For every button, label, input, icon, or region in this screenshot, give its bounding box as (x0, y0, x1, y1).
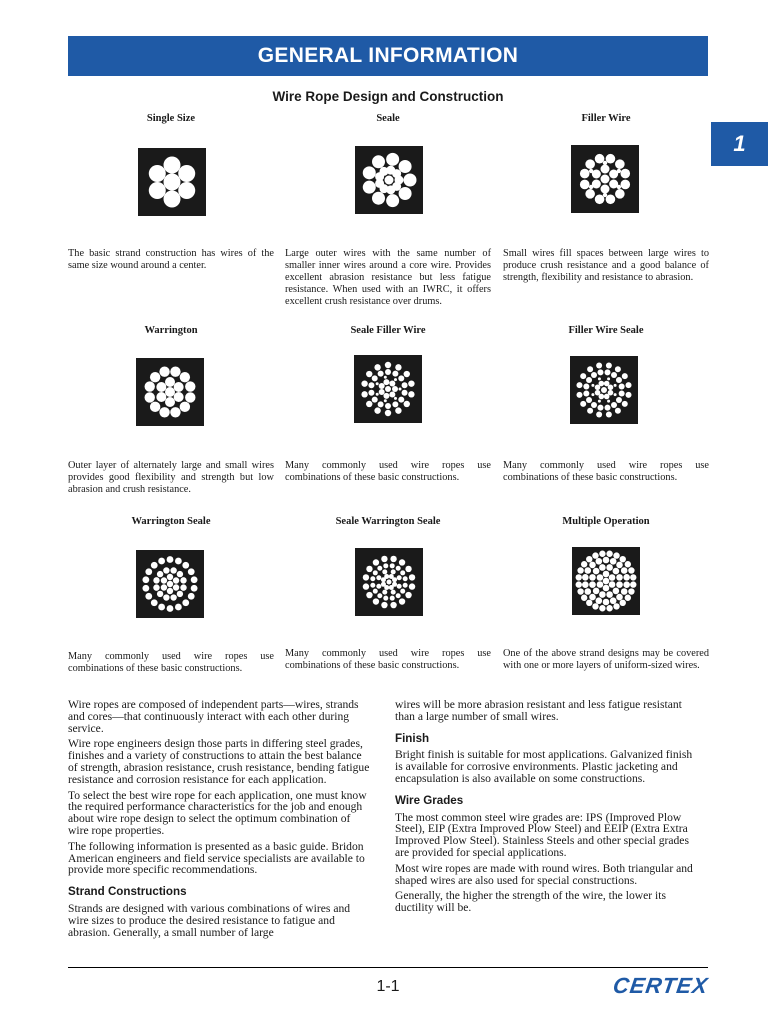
body-paragraph: The most common steel wire grades are: IPS (Improved Plow Steel), EIP (Extra Improved Plow Steel) and EEIP (Extra Extra Improved Plow Steel). Stainless Steels and other special grades are provided for special applications. (395, 810, 689, 859)
construction-caption: Warrington Seale (131, 516, 211, 527)
page-header-bar (68, 36, 708, 76)
construction-caption: Single Size (146, 113, 196, 124)
construction-description: One of the above strand designs may be covered with one or more layers of uniform-sized wires. (503, 648, 709, 671)
body-paragraph: Most wire ropes are made with round wires. Both triangular and shaped wires are also used for special constructions. (395, 861, 693, 887)
brand-name: CERTEX (611, 973, 710, 998)
left-text-column (68, 699, 373, 942)
construction-description: The basic strand construction has wires of the same size wound around a center. (68, 248, 274, 271)
body-paragraph: Bright finish is suitable for most applications. Galvanized finish is available for corrosive environments. Plastic jacketing and encapsulation is also available on some constructions. (395, 748, 693, 785)
construction-description: Many commonly used wire ropes use combinations of these basic constructions. (68, 651, 274, 674)
strand-warrington-seale-icon (136, 550, 204, 618)
body-paragraph: Strands are designed with various combinations of wires and wire sizes to produce the desired resistance to fatigue and abrasion. Generally, a small number of large (68, 901, 351, 939)
body-paragraph: Wire rope engineers design those parts in differing steel grades, finishes and a variety of constructions to attain the best balance of strength, abrasion resistance, crush resistance, bending fatigue resistance and corrosion resistance for each application. (68, 737, 370, 786)
chapter-number: 1 (733, 131, 746, 156)
strand-filler-wire-seale-icon (570, 356, 638, 424)
finish-heading: Finish (395, 731, 430, 745)
construction-caption: Filler Wire (581, 113, 631, 124)
strand-warrington-icon (136, 358, 204, 426)
construction-description: Many commonly used wire ropes use combinations of these basic constructions. (503, 460, 709, 483)
chapter-tab (711, 122, 768, 166)
page-title: GENERAL INFORMATION (257, 44, 519, 67)
certex-logo (546, 975, 709, 997)
construction-caption: Seale (376, 113, 400, 124)
construction-caption: Seale Filler Wire (350, 325, 426, 336)
construction-caption: Warrington (144, 325, 198, 336)
body-paragraph: Wire ropes are composed of independent parts—wires, strands and cores—that continuously interact with each other during service. (68, 698, 359, 735)
construction-description: Outer layer of alternately large and small wires provides good flexibility and strength but low abrasion and crush resistance. (68, 460, 274, 495)
construction-description: Large outer wires with the same number of smaller inner wires around a core wire. Provides excellent abrasion resistance but less fatigue resistance. When used with an IWRC, it offers excellent crush resistance over drums. (285, 248, 491, 307)
footer-divider (68, 967, 708, 968)
section-title: Wire Rope Design and Construction (272, 89, 504, 104)
right-text-column (395, 699, 700, 918)
page-number: 1-1 (376, 978, 400, 995)
strand-single-size-icon (138, 148, 206, 216)
construction-caption: Filler Wire Seale (568, 325, 644, 336)
body-paragraph: To select the best wire rope for each application, one must know the required performance characteristics for the job and enough about wire rope design to select the optimum combination of wire rope properties. (68, 788, 367, 837)
strand-filler-wire-icon (571, 145, 639, 213)
body-paragraph: wires will be more abrasion resistant and less fatigue resistant than a large number of small wires. (395, 698, 682, 723)
body-paragraph: Generally, the higher the strength of the wire, the lower its ductility will be. (395, 889, 666, 915)
construction-description: Small wires fill spaces between large wires to produce crush resistance and a good balance of strength, flexibility and resistance to abrasion. (503, 248, 709, 283)
strand-seale-icon (355, 146, 423, 214)
construction-description: Many commonly used wire ropes use combinations of these basic constructions. (285, 648, 491, 671)
body-paragraph: The following information is presented as a basic guide. Bridon American engineers and field service specialists are available to provide more specific recommendations. (68, 839, 365, 877)
wire-grades-heading: Wire Grades (395, 793, 464, 807)
construction-caption: Multiple Operation (562, 516, 650, 527)
strand-seale-warrington-seale-icon (355, 548, 423, 616)
strand-multiple-operation-icon (572, 547, 640, 615)
construction-caption: Seale Warrington Seale (335, 516, 441, 527)
strand-seale-filler-wire-icon (354, 355, 422, 423)
strand-constructions-heading: Strand Constructions (68, 885, 187, 899)
construction-description: Many commonly used wire ropes use combinations of these basic constructions. (285, 460, 491, 483)
